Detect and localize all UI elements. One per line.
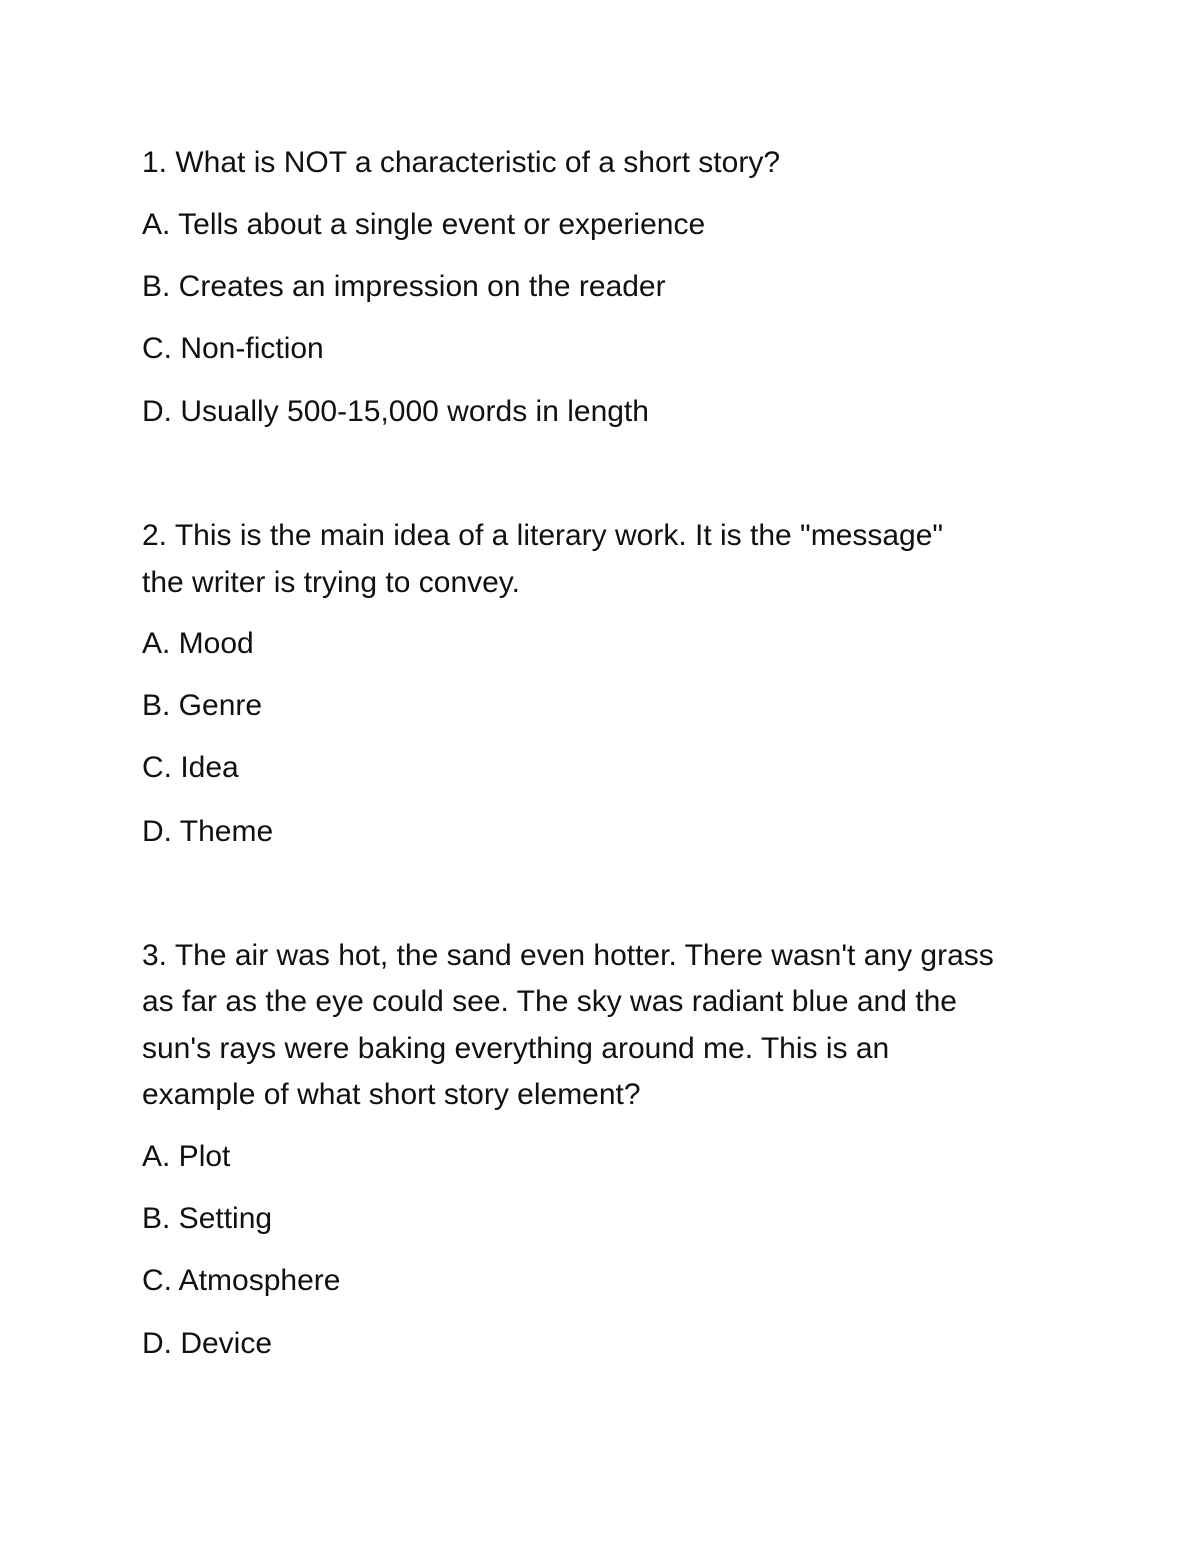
question-1-option-c: C. Non-fiction	[142, 332, 324, 365]
question-3-option-a: A. Plot	[142, 1140, 231, 1173]
question-3-option-d: D. Device	[142, 1327, 273, 1360]
question-3-option-c: C. Atmosphere	[142, 1264, 341, 1297]
question-2-prompt-line-1: 2. This is the main idea of a literary work. It is the "message"	[142, 519, 944, 552]
question-3-prompt-line-4: example of what short story element?	[142, 1078, 641, 1111]
question-1-option-d: D. Usually 500-15,000 words in length	[142, 395, 649, 428]
question-1-prompt: 1. What is NOT a characteristic of a short story?	[142, 146, 780, 179]
question-1-option-a: A. Tells about a single event or experience	[142, 208, 706, 241]
question-3-prompt-line-2: as far as the eye could see. The sky was radiant blue and the	[142, 985, 957, 1018]
question-3-option-b: B. Setting	[142, 1202, 273, 1235]
question-2-option-b: B. Genre	[142, 689, 263, 722]
question-2-option-a: A. Mood	[142, 627, 254, 660]
question-3-prompt-line-3: sun's rays were baking everything around me. This is an	[142, 1032, 890, 1065]
question-2-option-c: C. Idea	[142, 751, 239, 784]
question-1-option-b: B. Creates an impression on the reader	[142, 270, 666, 303]
question-2-option-d: D. Theme	[142, 815, 274, 848]
question-2-prompt-line-2: the writer is trying to convey.	[142, 566, 520, 599]
question-3-prompt-line-1: 3. The air was hot, the sand even hotter. There wasn't any grass	[142, 939, 994, 972]
